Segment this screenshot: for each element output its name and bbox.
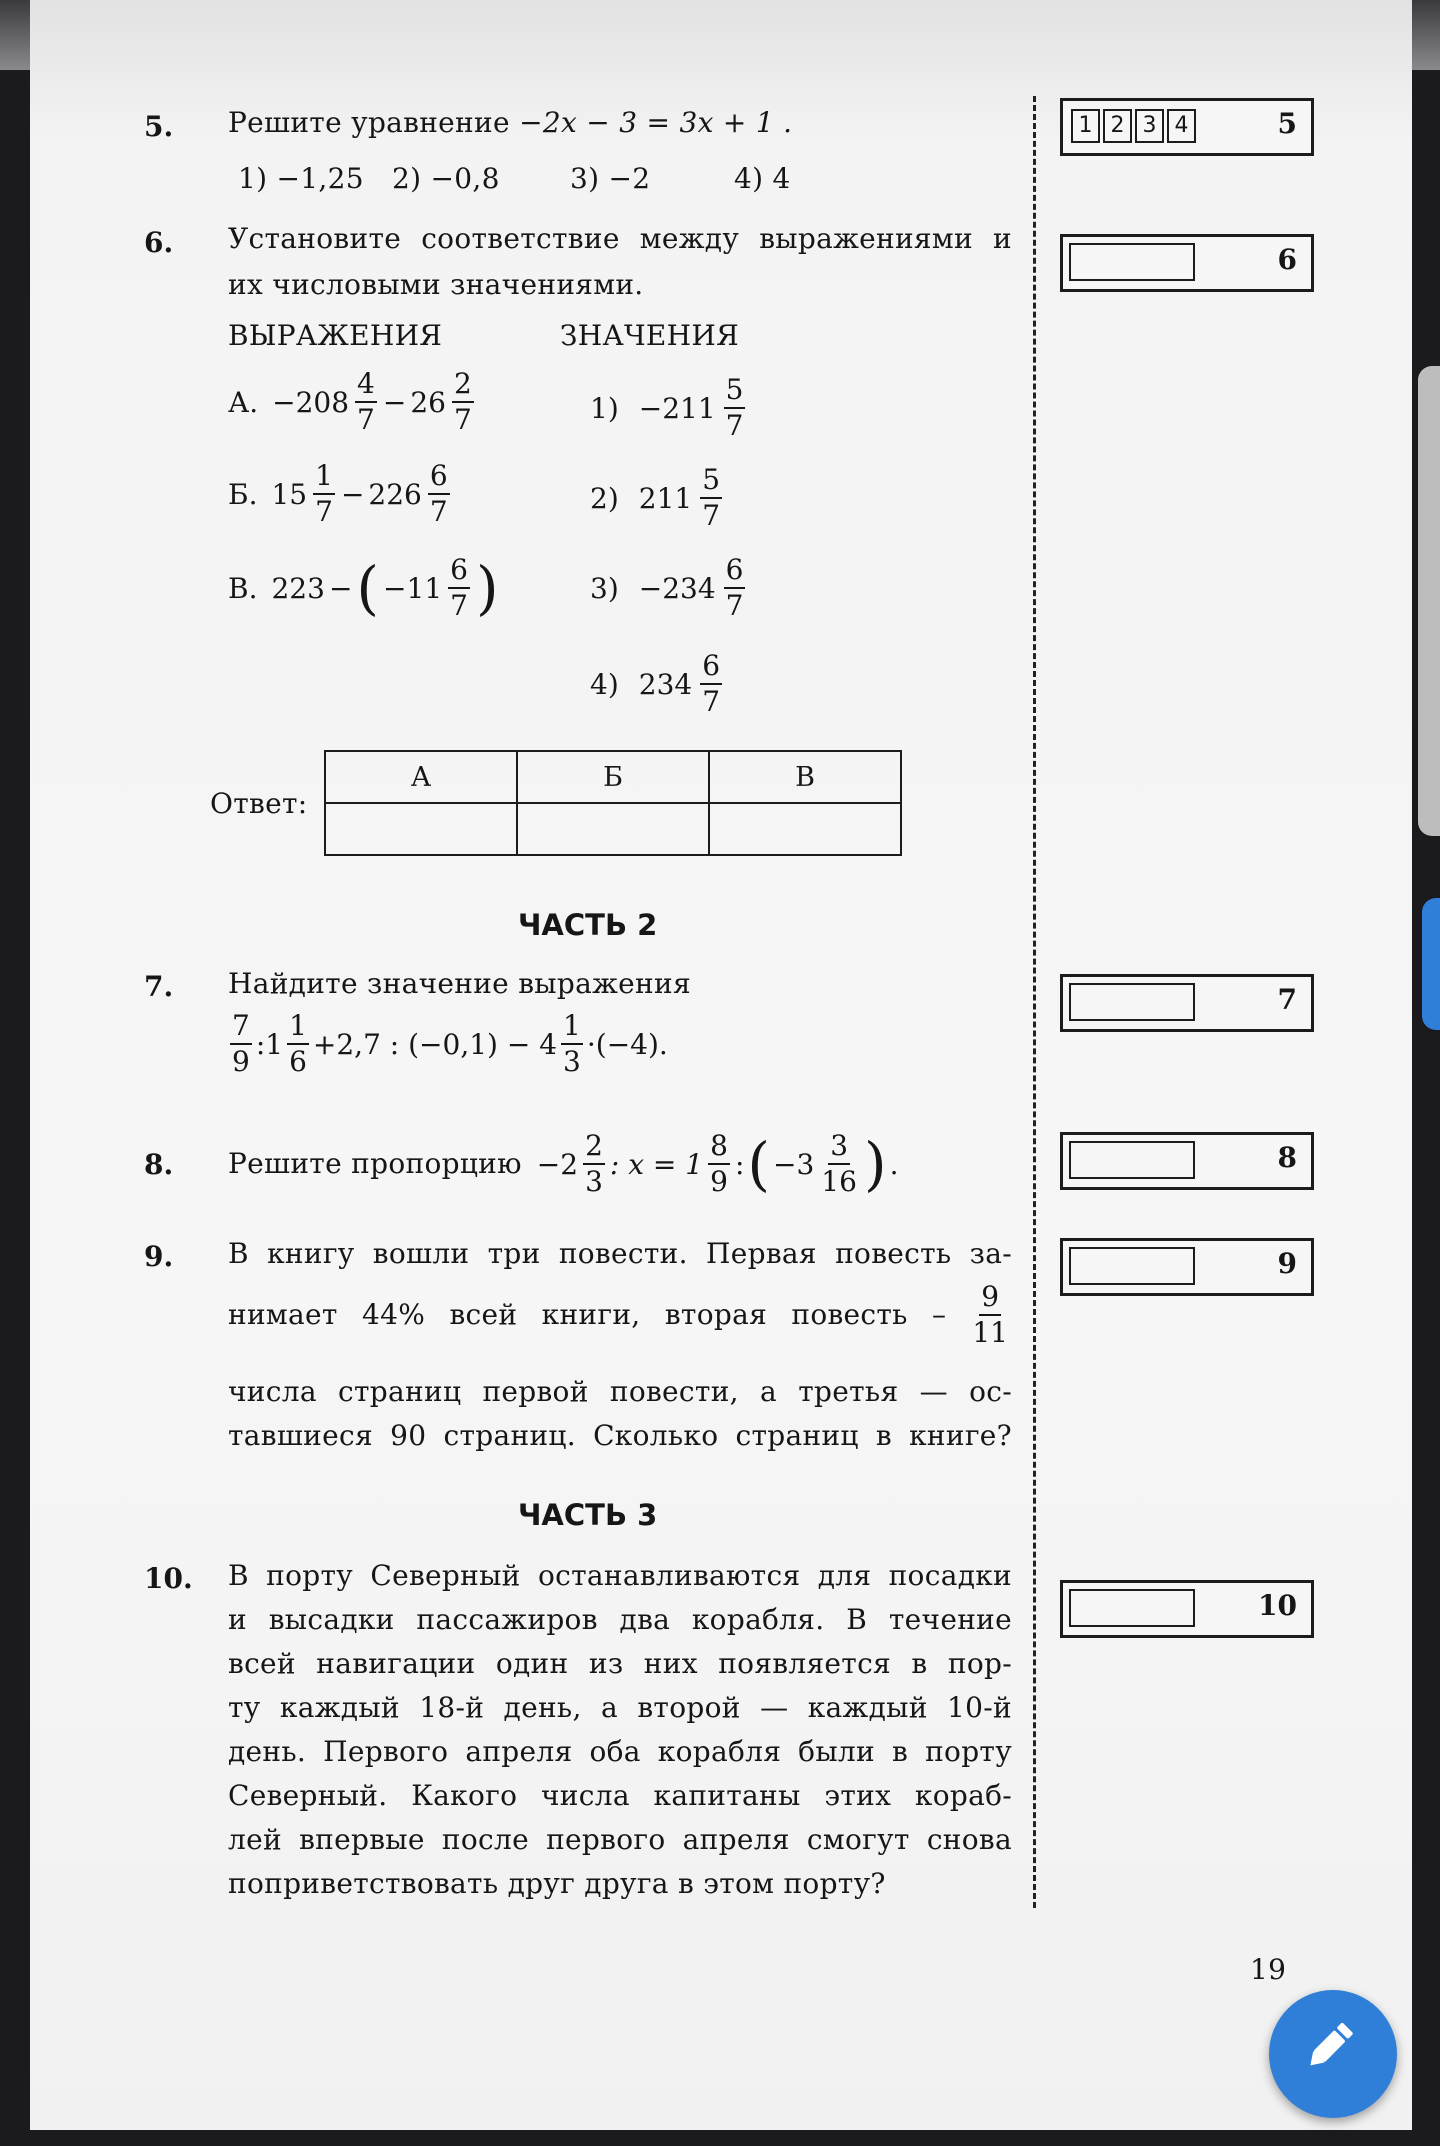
q6-value-2: 2) 211 $\frac{5}{7}$: [590, 463, 721, 532]
q10-line: ту каждый 18-й день, а второй — каждый 10-й: [228, 1691, 1012, 1724]
q5-option-1[interactable]: 1) −1,25: [238, 162, 364, 195]
q7-expression: $\frac{7}{9}$ :1 $\frac{1}{6}$ +2,7 : (−0,1) − 4 $\frac{1}{3}$ ·(−4).: [232, 1009, 668, 1078]
q8-number: 8.: [144, 1148, 174, 1181]
q6-input[interactable]: [1069, 243, 1195, 281]
q8-input[interactable]: [1069, 1141, 1195, 1179]
q7-input[interactable]: [1069, 983, 1195, 1021]
q6-expr-v: В. 223 − ( −11 $\frac{6}{7}$ ): [228, 553, 499, 622]
q5-text: [228, 101, 792, 145]
q10-number: 10.: [144, 1562, 193, 1595]
q7-box-label: 7: [1277, 983, 1297, 1016]
q9-line2: нимает 44% всей книги, вторая повесть –: [228, 1298, 947, 1331]
q6-col-values: ЗНАЧЕНИЯ: [560, 319, 739, 352]
q6-expr-b-frac1: $\frac{1}{7}$: [315, 459, 333, 528]
q5-option-2[interactable]: 2) −0,8: [392, 162, 500, 195]
q5-option-4[interactable]: 4) 4: [734, 162, 791, 195]
q6-expr-v-letter: В.: [228, 571, 258, 605]
q5-equation: −2x − 3 = 3x + 1 .: [519, 106, 793, 139]
q6-answer-header-a: А: [325, 751, 517, 803]
q6-box-label: 6: [1277, 243, 1297, 276]
q5-number: 5.: [144, 110, 174, 143]
q6-value-3: 3) −234 $\frac{6}{7}$: [590, 553, 744, 622]
q9-number: 9.: [144, 1240, 174, 1273]
q6-expr-b: [228, 459, 452, 528]
q10-line: день. Первого апреля оба корабля были в порту: [228, 1735, 1012, 1768]
q6-answer-cell-a[interactable]: [325, 803, 517, 855]
q10-box-label: 10: [1258, 1589, 1297, 1622]
q6-expr-v-op: −: [328, 571, 353, 605]
q6-expr-a: [228, 367, 476, 436]
q9-fraction: $\frac{9}{11}$: [972, 1280, 1008, 1349]
q6-expr-a-frac2: $\frac{2}{7}$: [453, 367, 472, 436]
edit-fab-button[interactable]: [1269, 1990, 1397, 2118]
q10-line: В порту Северный останавливаются для посадки: [228, 1559, 1012, 1592]
q6-answer-cell-v[interactable]: [709, 803, 901, 855]
q10-input[interactable]: [1069, 1589, 1195, 1627]
q6-answer-header-b: Б: [517, 751, 709, 803]
q5-answer-cells: [1071, 109, 1196, 143]
q9-input[interactable]: [1069, 1247, 1195, 1285]
q6-answer-label: Ответ:: [210, 787, 308, 820]
page-sheet: [30, 0, 1412, 2130]
q10-text: [228, 1554, 1012, 1906]
q10-line: поприветствовать друг друга в этом порту?: [228, 1867, 886, 1900]
q7-number: 7.: [144, 970, 174, 1003]
part-3-heading: ЧАСТЬ 3: [518, 1498, 658, 1532]
q6-expr-a-frac1: $\frac{4}{7}$: [357, 367, 375, 436]
q6-expr-b-whole1: 15: [271, 477, 308, 511]
q6-value-1: 1) −211 $\frac{5}{7}$: [590, 373, 744, 442]
q6-text-line2: их числовыми значениями.: [228, 268, 644, 301]
q6-expr-b-letter: Б.: [228, 477, 258, 511]
q9-line1: В книгу вошли три повести. Первая повесть за-: [228, 1237, 1012, 1270]
part-2-heading: ЧАСТЬ 2: [518, 908, 658, 942]
q9-answer-box[interactable]: [1060, 1238, 1314, 1296]
q6-col-expressions: ВЫРАЖЕНИЯ: [228, 319, 443, 352]
q5-cell-4[interactable]: 4: [1167, 109, 1196, 143]
q6-answer-table: [324, 750, 902, 856]
q6-expr-v-whole1: 223: [271, 571, 325, 605]
q8-answer-box[interactable]: [1060, 1132, 1314, 1190]
q9-line2-row: [228, 1280, 1012, 1350]
cut-line: [1033, 96, 1036, 1908]
q6-expr-b-op: −: [340, 477, 365, 511]
q6-answer-header-v: В: [709, 751, 901, 803]
q7-text: Найдите значение выражения: [228, 967, 691, 1000]
q10-line: и высадки пассажиров два корабля. В течение: [228, 1603, 1012, 1636]
q5-box-label: 5: [1277, 107, 1297, 140]
q6-expr-b-whole2: 226: [368, 477, 422, 511]
q9-line4: тавшиеся 90 страниц. Сколько страниц в книге?: [228, 1419, 1012, 1452]
q6-expr-v-frac: $\frac{6}{7}$: [450, 553, 468, 622]
pencil-icon: [1269, 1990, 1397, 2118]
q9-line3: числа страниц первой повести, а третья — ос-: [228, 1375, 1012, 1408]
q5-options: [238, 157, 938, 201]
q6-expr-a-op: −: [382, 385, 407, 419]
q9-box-label: 9: [1277, 1247, 1297, 1280]
q8-statement: Решите пропорцию −2 $\frac{2}{3}$ : x = 1 $\frac{8}{9}$ : ( −3 $\frac{3}{16}$ ) .: [228, 1129, 899, 1198]
q6-expr-a-whole1: −208: [272, 385, 350, 419]
q5-cell-2[interactable]: 2: [1103, 109, 1132, 143]
q6-text-line1: Установите соответствие между выражениями и: [228, 222, 1012, 255]
page-number: 19: [1250, 1953, 1287, 1986]
side-tab-blue[interactable]: [1422, 898, 1440, 1030]
q5-cell-1[interactable]: 1: [1071, 109, 1100, 143]
q6-value-4: 4) 234 $\frac{6}{7}$: [590, 649, 721, 718]
q5-option-3[interactable]: 3) −2: [570, 162, 651, 195]
q6-number: 6.: [144, 226, 174, 259]
q6-expr-v-whole2: −11: [383, 571, 443, 605]
q10-line: Северный. Какого числа капитаны этих кораб-: [228, 1779, 1012, 1812]
q6-expr-a-whole2: 26: [410, 385, 446, 419]
q6-expr-b-frac2: $\frac{6}{7}$: [429, 459, 448, 528]
q10-line: лей впервые после первого апреля смогут снова: [228, 1823, 1012, 1856]
q6-answer-box[interactable]: [1060, 234, 1314, 292]
q7-answer-box[interactable]: [1060, 974, 1314, 1032]
q10-answer-box[interactable]: [1060, 1580, 1314, 1638]
q5-prompt: Решите уравнение: [228, 106, 510, 139]
side-scroll-handle[interactable]: [1418, 366, 1440, 836]
q5-answer-box[interactable]: [1060, 98, 1314, 156]
q10-line: всей навигации один из них появляется в пор-: [228, 1647, 1012, 1680]
q8-prompt: Решите пропорцию: [228, 1147, 522, 1180]
q5-cell-3[interactable]: 3: [1135, 109, 1164, 143]
q6-answer-cell-b[interactable]: [517, 803, 709, 855]
q8-box-label: 8: [1277, 1141, 1297, 1174]
q6-expr-a-letter: А.: [228, 385, 259, 419]
